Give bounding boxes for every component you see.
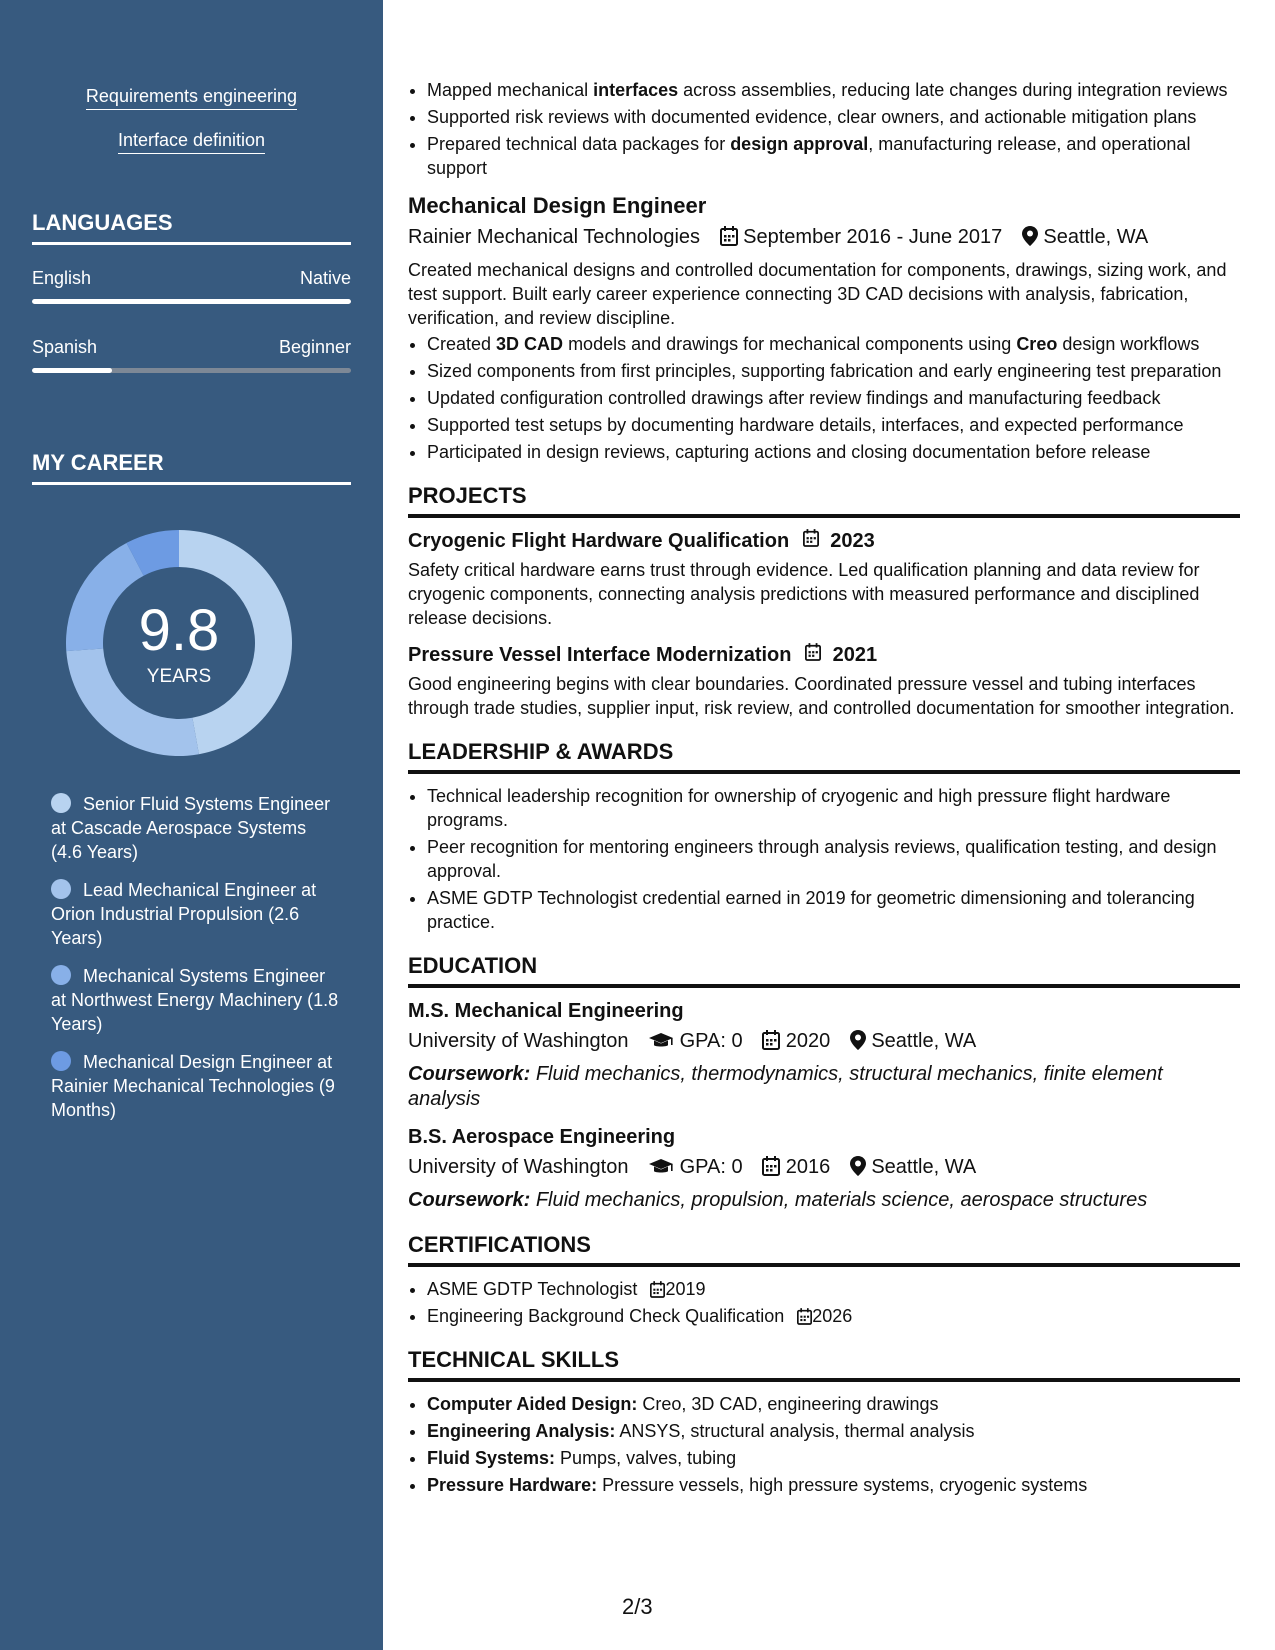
bullet-item bbox=[427, 413, 1240, 437]
career-legend bbox=[51, 792, 341, 1136]
education-gpa: GPA: 0 bbox=[679, 1156, 743, 1178]
language-proficiency-bar bbox=[32, 299, 351, 304]
education-meta bbox=[408, 1028, 1240, 1054]
skill-tag[interactable]: Interface definition bbox=[118, 130, 265, 154]
project-year: 2023 bbox=[830, 530, 875, 552]
education-entry bbox=[408, 998, 1240, 1112]
technical-skills-heading: TECHNICAL SKILLS bbox=[408, 1346, 1240, 1382]
education-heading: EDUCATION bbox=[408, 952, 1240, 988]
language-proficiency-fill bbox=[32, 368, 112, 373]
projects-heading: PROJECTS bbox=[408, 482, 1240, 518]
education-location: Seattle, WA bbox=[871, 1156, 977, 1178]
bullet-item bbox=[427, 78, 1240, 102]
project-year: 2021 bbox=[832, 644, 878, 666]
bullet-item bbox=[427, 359, 1240, 383]
certification-year: 2019 bbox=[665, 1279, 706, 1299]
bullet-text: models and drawings for mechanical components using bbox=[563, 334, 1017, 354]
bullet-bold: 3D CAD bbox=[496, 334, 564, 354]
certifications-heading: CERTIFICATIONS bbox=[408, 1231, 1240, 1267]
skill-value: Pressure vessels, high pressure systems, cryogenic systems bbox=[602, 1475, 1088, 1495]
skill-item bbox=[427, 1419, 1240, 1443]
language-level: Native bbox=[299, 268, 351, 288]
language-name: Spanish bbox=[32, 337, 98, 357]
leadership-list bbox=[408, 784, 1240, 934]
career-legend-text: Lead Mechanical Engineer at Orion Industrial Propulsion (2.6 Years) bbox=[51, 880, 317, 948]
education-meta bbox=[408, 1154, 1240, 1180]
bullet-bold: design approval bbox=[730, 134, 869, 154]
education-coursework bbox=[408, 1062, 1240, 1112]
languages-heading: LANGUAGES bbox=[32, 210, 351, 245]
certification-item bbox=[427, 1277, 1240, 1301]
sidebar-skill-list bbox=[0, 86, 383, 174]
education-degree: M.S. Mechanical Engineering bbox=[408, 1000, 684, 1022]
skill-label: Engineering Analysis: bbox=[427, 1421, 616, 1441]
skill-item bbox=[427, 1446, 1240, 1470]
legend-dot-icon bbox=[51, 793, 71, 813]
education-entry bbox=[408, 1124, 1240, 1213]
bullet-item bbox=[427, 132, 1240, 180]
job-bullets bbox=[408, 332, 1240, 464]
bullet-text: Prepared technical data packages for bbox=[427, 134, 731, 154]
career-legend-text: Senior Fluid Systems Engineer at Cascade Aerospace Systems (4.6 Years) bbox=[51, 794, 331, 862]
previous-job-bullets bbox=[408, 78, 1240, 180]
career-legend-item bbox=[51, 792, 341, 864]
skill-item bbox=[427, 1473, 1240, 1497]
education-school: University of Washington bbox=[408, 1030, 629, 1052]
job-title: Mechanical Design Engineer bbox=[408, 193, 707, 218]
project-title: Cryogenic Flight Hardware Qualification bbox=[408, 530, 790, 552]
legend-dot-icon bbox=[51, 879, 71, 899]
certification-item bbox=[427, 1304, 1240, 1328]
bullet-bold: Creo bbox=[1016, 334, 1058, 354]
skill-item bbox=[427, 1392, 1240, 1416]
legend-dot-icon bbox=[51, 965, 71, 985]
job-location: Seattle, WA bbox=[1043, 226, 1149, 248]
bullet-text: Participated in design reviews, capturing actions and closing documentation before release bbox=[427, 442, 1151, 462]
bullet-text: design workflows bbox=[1057, 334, 1200, 354]
bullet-text: Updated configuration controlled drawings after review findings and manufacturing feedback bbox=[427, 388, 1161, 408]
language-name: English bbox=[32, 268, 92, 288]
project-title-row bbox=[408, 642, 1240, 668]
education-school: University of Washington bbox=[408, 1156, 629, 1178]
coursework-label: Coursework: bbox=[408, 1189, 531, 1211]
bullet-text: Supported risk reviews with documented evidence, clear owners, and actionable mitigation plans bbox=[427, 107, 1197, 127]
page-number: 2/3 bbox=[622, 1594, 653, 1619]
location-pin-icon bbox=[1022, 226, 1038, 248]
bullet-text: across assemblies, reducing late changes during integration reviews bbox=[678, 80, 1228, 100]
career-total-value: 9.8 bbox=[138, 598, 220, 663]
location-pin-icon bbox=[850, 1156, 866, 1178]
bullet-text: Sized components from first principles, supporting fabrication and early engineering test preparation bbox=[427, 361, 1222, 381]
sidebar bbox=[0, 0, 383, 1650]
education-degree: B.S. Aerospace Engineering bbox=[408, 1126, 676, 1148]
bullet-item bbox=[427, 105, 1240, 129]
main-content bbox=[408, 78, 1240, 1500]
bullet-bold: interfaces bbox=[593, 80, 679, 100]
skill-label: Fluid Systems: bbox=[427, 1448, 556, 1468]
legend-dot-icon bbox=[51, 1051, 71, 1071]
career-legend-item bbox=[51, 964, 341, 1036]
education-gpa: GPA: 0 bbox=[679, 1030, 743, 1052]
certification-name: Engineering Background Check Qualification bbox=[427, 1306, 785, 1326]
language-proficiency-bar bbox=[32, 368, 351, 373]
skill-value: ANSYS, structural analysis, thermal analysis bbox=[619, 1421, 975, 1441]
coursework-text: Fluid mechanics, propulsion, materials science, aerospace structures bbox=[535, 1189, 1148, 1211]
career-legend-text: Mechanical Design Engineer at Rainier Mechanical Technologies (9 Months) bbox=[51, 1052, 335, 1120]
leadership-item: • ASME GDTP Technologist credential earned in 2019 for geometric dimensioning and tolerancing practice. bbox=[427, 886, 1240, 934]
bullet-item bbox=[427, 440, 1240, 464]
calendar-icon bbox=[720, 226, 738, 248]
career-heading: MY CAREER bbox=[32, 450, 351, 485]
graduation-cap-icon bbox=[648, 1156, 674, 1178]
coursework-label: Coursework: bbox=[408, 1063, 531, 1085]
education-year: 2020 bbox=[785, 1030, 831, 1052]
education-year: 2016 bbox=[785, 1156, 831, 1178]
skill-label: Pressure Hardware: bbox=[427, 1475, 598, 1495]
technical-skills-list bbox=[408, 1392, 1240, 1497]
bullet-text: Supported test setups by documenting hardware details, interfaces, and expected performance bbox=[427, 415, 1184, 435]
leadership-item: • Peer recognition for mentoring engineers through analysis reviews, qualification testing, and design approval. bbox=[427, 835, 1240, 883]
project-title-row bbox=[408, 528, 1240, 554]
skill-value: Creo, 3D CAD, engineering drawings bbox=[642, 1394, 939, 1414]
job-company: Rainier Mechanical Technologies bbox=[408, 226, 701, 248]
certification-year: 2026 bbox=[812, 1306, 853, 1326]
bullet-text: Created bbox=[427, 334, 497, 354]
bullet-item bbox=[427, 332, 1240, 356]
calendar-icon bbox=[762, 1030, 780, 1052]
job-description: Created mechanical designs and controlled documentation for components, drawings, sizing work, and test support. Built early career experience connecting 3D CAD decisions with analysis, fabrication, verification, and review discipline. bbox=[408, 260, 1227, 328]
language-row bbox=[32, 268, 351, 289]
bullet-text: , manufacturing release, and operational support bbox=[427, 134, 1191, 178]
graduation-cap-icon bbox=[648, 1030, 674, 1052]
education-location: Seattle, WA bbox=[871, 1030, 977, 1052]
bullet-text: Mapped mechanical bbox=[427, 80, 594, 100]
job-dates: September 2016 - June 2017 bbox=[743, 226, 1003, 248]
education-coursework bbox=[408, 1188, 1240, 1213]
career-legend-item bbox=[51, 878, 341, 950]
project-title: Pressure Vessel Interface Modernization bbox=[408, 644, 792, 666]
calendar-icon bbox=[805, 644, 821, 666]
career-total-unit: YEARS bbox=[146, 666, 212, 687]
calendar-icon bbox=[803, 530, 819, 552]
location-pin-icon bbox=[850, 1030, 866, 1052]
career-total bbox=[66, 530, 292, 756]
calendar-icon bbox=[797, 1306, 812, 1326]
leadership-heading: LEADERSHIP & AWARDS bbox=[408, 738, 1240, 774]
calendar-icon bbox=[762, 1156, 780, 1178]
skill-tag[interactable]: Requirements engineering bbox=[86, 86, 297, 110]
skill-label: Computer Aided Design: bbox=[427, 1394, 638, 1414]
bullet-item bbox=[427, 386, 1240, 410]
leadership-item: • Technical leadership recognition for ownership of cryogenic and high pressure flight hardware programs. bbox=[427, 784, 1240, 832]
skill-value: Pumps, valves, tubing bbox=[560, 1448, 737, 1468]
language-proficiency-fill bbox=[32, 299, 351, 304]
certification-name: ASME GDTP Technologist bbox=[427, 1279, 638, 1299]
project-description: Safety critical hardware earns trust through evidence. Led qualification planning and data review for cryogenic components, connecting analysis predictions with measured performance and disciplined release decisions. bbox=[408, 560, 1200, 628]
certifications-list bbox=[408, 1277, 1240, 1328]
calendar-icon bbox=[650, 1279, 665, 1299]
career-legend-item bbox=[51, 1050, 341, 1122]
job-meta bbox=[408, 224, 1240, 250]
career-legend-text: Mechanical Systems Engineer at Northwest Energy Machinery (1.8 Years) bbox=[51, 966, 339, 1034]
project-description: Good engineering begins with clear boundaries. Coordinated pressure vessel and tubing interfaces through trade studies, supplier input, risk review, and controlled documentation for smoother integration. bbox=[408, 674, 1235, 718]
coursework-text: Fluid mechanics, thermodynamics, structural mechanics, finite element analysis bbox=[408, 1063, 1163, 1110]
language-row bbox=[32, 337, 351, 358]
language-level: Beginner bbox=[278, 337, 351, 357]
